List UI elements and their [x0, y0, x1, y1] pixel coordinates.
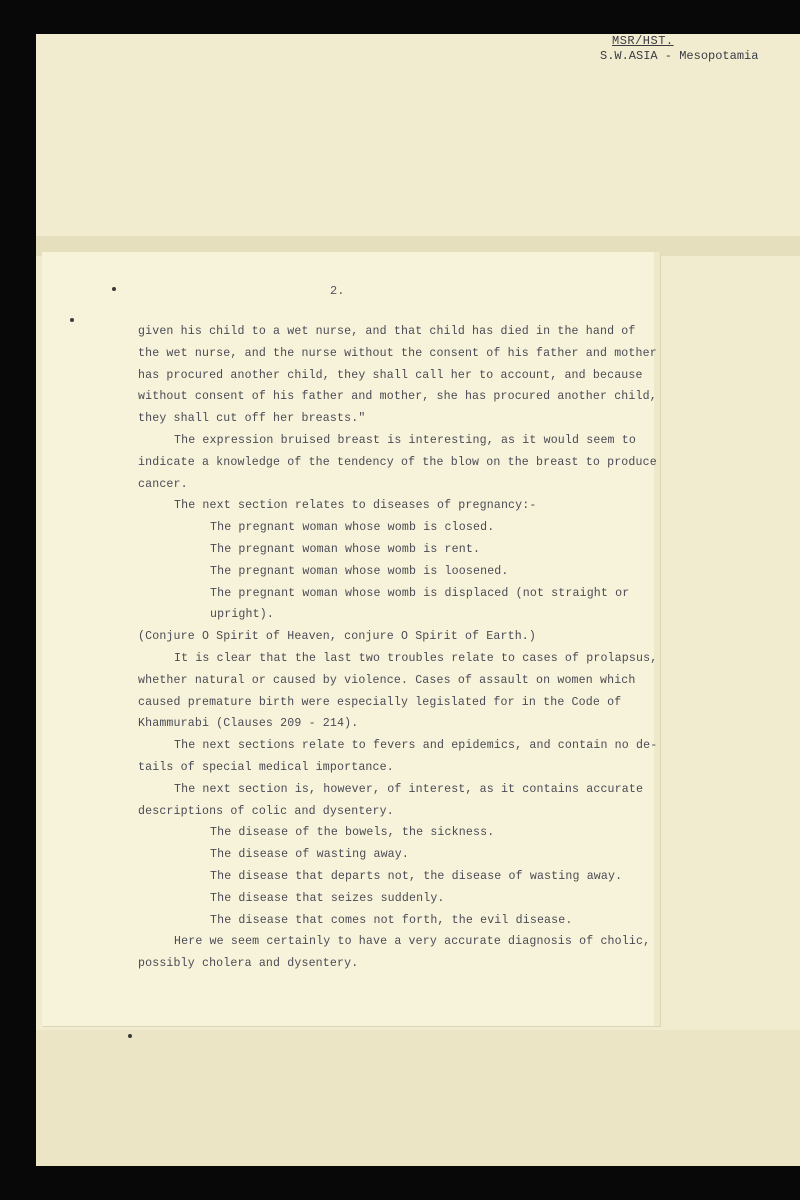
- document-body: [138, 321, 658, 975]
- list-item: The pregnant woman whose womb is rent.: [210, 542, 481, 556]
- list-item: The disease of wasting away.: [210, 848, 410, 862]
- text-line: cancer.: [138, 477, 188, 491]
- list-item: The pregnant woman whose womb is closed.: [210, 521, 495, 535]
- list-item: upright).: [210, 608, 274, 622]
- text-line: tails of special medical importance.: [138, 760, 394, 774]
- text-line: It is clear that the last two troubles relate to cases of prolapsus,: [174, 651, 658, 665]
- text-line: descriptions of colic and dysentery.: [138, 804, 394, 818]
- text-line: (Conjure O Spirit of Heaven, conjure O Spirit of Earth.): [138, 630, 537, 644]
- text-line: given his child to a wet nurse, and that child has died in the hand of: [138, 325, 636, 338]
- reference-code: MSR/HST.: [612, 34, 674, 48]
- reference-region: S.W.ASIA - Mesopotamia: [600, 49, 759, 63]
- text-line: possibly cholera and dysentery.: [138, 957, 359, 971]
- text-line: has procured another child, they shall call her to account, and because: [138, 368, 643, 382]
- text-line: caused premature birth were especially legislated for in the Code of: [138, 695, 622, 709]
- text-line: the wet nurse, and the nurse without the consent of his father and mother: [138, 346, 657, 360]
- list-item: The disease that departs not, the disease of wasting away.: [210, 869, 623, 883]
- page-edge: [654, 252, 660, 1026]
- margin-mark: [128, 1034, 132, 1038]
- list-item: The disease of the bowels, the sickness.: [210, 826, 495, 840]
- text-line: The expression bruised breast is interesting, as it would seem to: [174, 433, 636, 447]
- list-item: The disease that comes not forth, the evil disease.: [210, 913, 573, 927]
- text-line: The next sections relate to fevers and epidemics, and contain no de-: [174, 739, 658, 753]
- list-item: The pregnant woman whose womb is loosened.: [210, 564, 509, 578]
- backing-sheet-lower: [36, 1030, 800, 1166]
- text-line: The next section is, however, of interest, as it contains accurate: [174, 782, 644, 796]
- text-line: The next section relates to diseases of pregnancy:-: [174, 499, 537, 513]
- margin-mark: [70, 318, 74, 322]
- text-line: whether natural or caused by violence. Cases of assault on women which: [138, 673, 636, 687]
- text-line: Here we seem certainly to have a very accurate diagnosis of cholic,: [174, 935, 651, 949]
- text-line: indicate a knowledge of the tendency of the blow on the breast to produce: [138, 455, 657, 469]
- text-line: without consent of his father and mother, she has procured another child,: [138, 390, 657, 404]
- text-line: Khammurabi (Clauses 209 - 214).: [138, 717, 359, 731]
- margin-mark: [112, 287, 116, 291]
- list-item: The pregnant woman whose womb is displaced (not straight or: [210, 586, 630, 600]
- reference-header: [600, 34, 800, 64]
- text-line: they shall cut off her breasts.": [138, 412, 366, 426]
- list-item: The disease that seizes suddenly.: [210, 891, 445, 905]
- page-number: 2.: [330, 284, 345, 298]
